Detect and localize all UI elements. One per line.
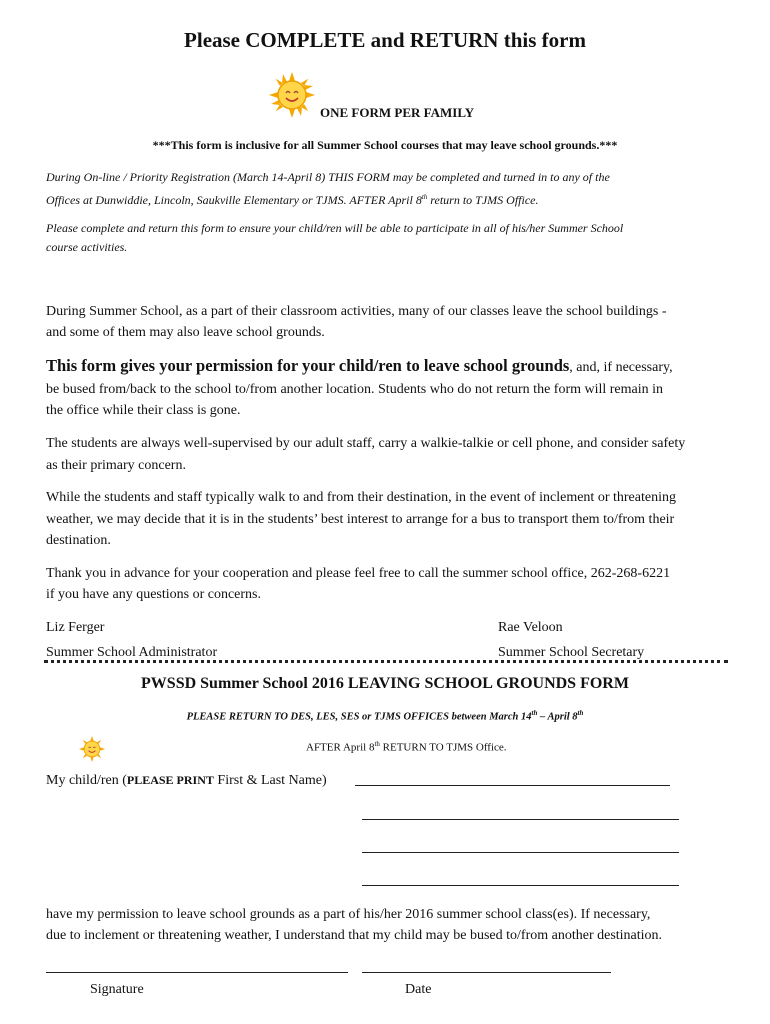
para1-line2: and some of them may also leave school grounds. <box>46 325 325 340</box>
form-title: PWSSD Summer School 2016 LEAVING SCHOOL GROUNDS FORM <box>141 675 629 692</box>
para4-line3: destination. <box>46 533 111 548</box>
complete-note-line2: course activities. <box>46 240 128 254</box>
date-label: Date <box>405 982 432 997</box>
para4-line1: While the students and staff typically walk to and from their destination, in the event of inclement or threatening <box>46 490 676 505</box>
child-name-label: My child/ren (PLEASE PRINT First & Last Name) <box>46 773 327 788</box>
para3-line1: The students are always well-supervised by our adult staff, carry a walkie-talkie or cell phone, and consider safety <box>46 436 686 451</box>
secretary-title: Summer School Secretary <box>498 645 645 660</box>
signature-label: Signature <box>90 982 144 997</box>
para1-line1: During Summer School, as a part of their classroom activities, many of our classes leave the school buildings - <box>46 304 667 319</box>
child-name-field-2[interactable] <box>362 819 679 820</box>
permission-line2: due to inclement or threatening weather, I understand that my child may be bused to/from another destination. <box>46 928 663 943</box>
para5-line1: Thank you in advance for your cooperation and please feel free to call the summer school office, 262-268-6221 <box>46 566 671 581</box>
permission-line1: have my permission to leave school grounds as a part of his/her 2016 summer school class(es). If necessary, <box>46 907 651 922</box>
para2-line3: the office while their class is gone. <box>46 403 241 418</box>
cut-line-divider <box>44 660 728 663</box>
secretary-name: Rae Veloon <box>498 620 563 635</box>
child-name-field-4[interactable] <box>362 885 679 886</box>
registration-note-line1: During On-line / Priority Registration (March 14-April 8) THIS FORM may be completed and turned in to any of the <box>46 170 610 184</box>
para2-line2: be bused from/back to the school to/from another location. Students who do not return the form will remain in <box>46 382 664 397</box>
para3-line2: as their primary concern. <box>46 458 186 473</box>
para5-line2: if you have any questions or concerns. <box>46 587 261 602</box>
registration-note-line2: Offices at Dunwiddie, Lincoln, Saukville Elementary or TJMS. AFTER April 8th return to TJMS Office. <box>46 193 539 207</box>
signature-field[interactable] <box>46 972 348 973</box>
administrator-name: Liz Ferger <box>46 620 105 635</box>
inclusive-note: ***This form is inclusive for all Summer School courses that may leave school grounds.*** <box>152 138 618 152</box>
one-form-note: ONE FORM PER FAMILY <box>320 105 475 120</box>
smiling-sun-icon <box>79 736 105 762</box>
child-name-field-3[interactable] <box>362 852 679 853</box>
administrator-title: Summer School Administrator <box>46 645 218 660</box>
after-date-note: AFTER April 8th RETURN TO TJMS Office. <box>306 740 507 754</box>
date-field[interactable] <box>362 972 611 973</box>
page-title: Please COMPLETE and RETURN this form <box>184 28 586 52</box>
child-name-field-1[interactable] <box>355 785 670 786</box>
para4-line2: weather, we may decide that it is in the students’ best interest to arrange for a bus to transport them to/from their <box>46 512 675 527</box>
smiling-sun-icon <box>269 72 315 118</box>
complete-note-line1: Please complete and return this form to ensure your child/ren will be able to participate in all of his/her Summer School <box>46 221 624 235</box>
permission-statement: This form gives your permission for your child/ren to leave school grounds, and, if necessary, <box>46 356 673 375</box>
return-instructions: PLEASE RETURN TO DES, LES, SES or TJMS OFFICES between March 14th – April 8th <box>186 709 584 723</box>
